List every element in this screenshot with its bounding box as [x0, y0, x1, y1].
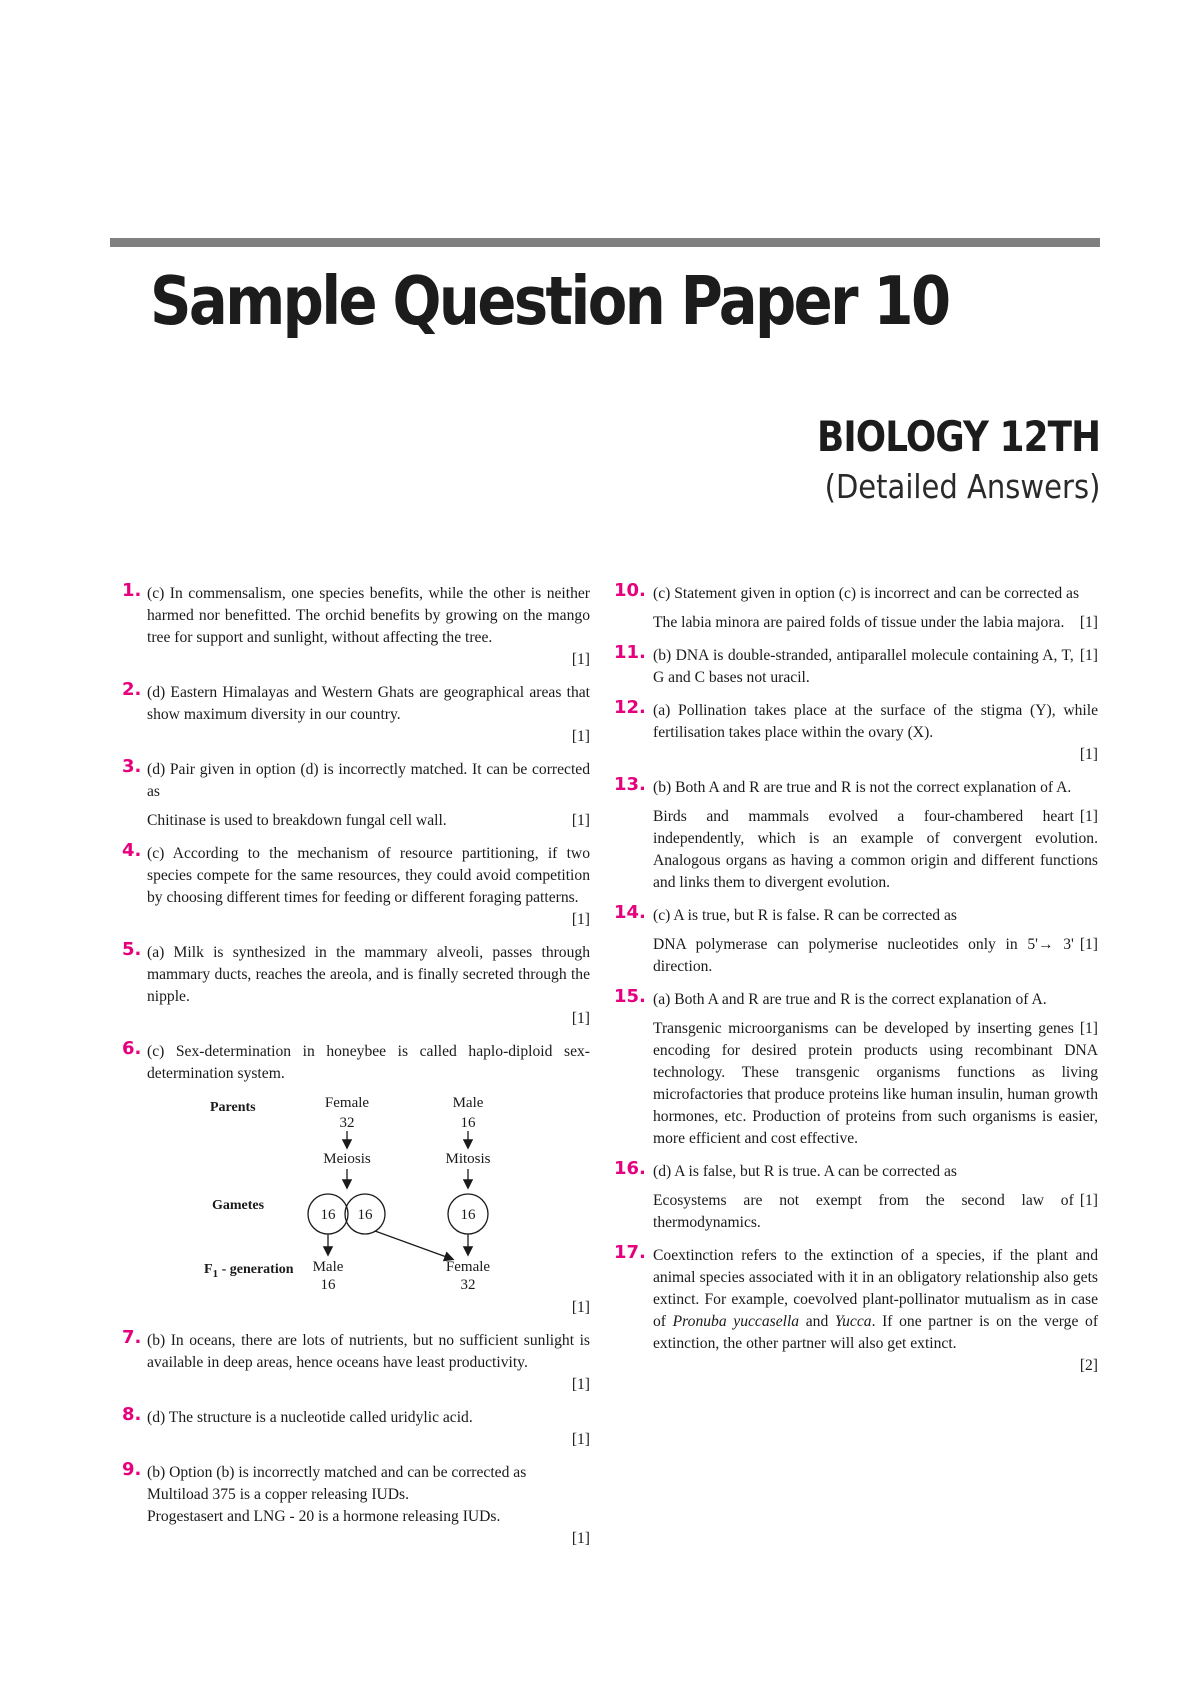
marks: [1] — [1079, 808, 1098, 825]
answer-correction: [1] Ecosystems are not exempt from the second law of thermodynamics. — [653, 1192, 1098, 1231]
marks: [1] — [1079, 614, 1098, 631]
marks: [1] — [571, 1376, 590, 1393]
species-name: Yucca — [834, 1313, 872, 1330]
answer-text: (a) Both A and R are true and R is the correct explanation of A. — [653, 991, 1047, 1008]
answer-14 — [614, 902, 1098, 978]
answer-correction: [1] The labia minora are paired folds of tissue under the labia majora. — [653, 612, 1098, 634]
parent-female-label: Female — [324, 1095, 370, 1111]
answer-explanation: [1] Transgenic microorganisms can be developed by inserting genes encoding for desired protein products using recombinant DNA technology. These transgenic organisms functions as living microfactories that produce proteins like human insulin, human growth hormones, etc. Production of proteins from such organisms is easier, more efficient and cost effective. — [653, 1020, 1098, 1147]
answer-16 — [614, 1158, 1098, 1234]
marks: [1] — [571, 1299, 590, 1316]
answer-text: (d) A is false, but R is true. A can be corrected as — [653, 1163, 957, 1180]
question-number: 3. — [122, 756, 142, 777]
question-number: 14. — [614, 902, 646, 923]
question-number: 17. — [614, 1242, 646, 1263]
answer-12 — [614, 697, 1098, 766]
answer-correction: [1] DNA polymerase can polymerise nucleotides only in 5'→ 3' direction. — [653, 936, 1098, 975]
answer-text: (c) A is true, but R is false. R can be corrected as — [653, 907, 957, 924]
question-number: 7. — [122, 1327, 142, 1348]
f1-female-label: Female — [445, 1259, 491, 1275]
answer-6 — [122, 1038, 590, 1319]
answer-2 — [122, 679, 590, 748]
f1-generation-label: $F_1$ - generation — [204, 1262, 294, 1280]
answer-1 — [122, 580, 590, 671]
right-column — [614, 580, 1099, 1388]
answer-5 — [122, 939, 590, 1030]
marks: [1] — [571, 812, 590, 829]
question-number: 2. — [122, 679, 142, 700]
question-number: 16. — [614, 1158, 646, 1179]
marks: [1] — [571, 651, 590, 668]
answer-11 — [614, 642, 1098, 689]
gametes-label: Gametes — [212, 1198, 265, 1213]
marks: [1] — [571, 728, 590, 745]
answer-9 — [122, 1459, 590, 1550]
gamete-value: 16 — [460, 1207, 476, 1223]
marks: [1] — [1079, 647, 1098, 664]
answer-text: (b) Option (b) is incorrectly matched and can be corrected as — [147, 1464, 527, 1481]
paper-title: Sample Question Paper 10 — [150, 262, 949, 340]
parent-male-count: 16 — [460, 1115, 476, 1131]
marks: [1] — [1079, 936, 1098, 953]
question-number: 6. — [122, 1038, 142, 1059]
question-number: 9. — [122, 1459, 142, 1480]
question-number: 4. — [122, 840, 142, 861]
mitosis-label: Mitosis — [445, 1151, 491, 1167]
answer-10 — [614, 580, 1098, 634]
answer-text: (b) Both A and R are true and R is not the correct explanation of A. — [653, 779, 1072, 796]
answer-text: (c) In commensalism, one species benefits, while the other is neither harmed nor benefitted. The orchid benefits by growing on the mango tree for support and sunlight, without affecting the tree. — [147, 585, 590, 646]
question-number: 11. — [614, 642, 646, 663]
answer-17 — [614, 1242, 1099, 1377]
marks: [1] — [571, 911, 590, 928]
answer-13 — [614, 774, 1098, 894]
subject-heading: BIOLOGY 12TH — [816, 412, 1100, 461]
answer-text: (d) Pair given in option (d) is incorrectly matched. It can be corrected as — [147, 761, 590, 800]
answer-line: Progestasert and LNG - 20 is a hormone releasing IUDs. — [147, 1508, 501, 1525]
parent-male-label: Male — [452, 1095, 484, 1111]
marks: [1] — [1079, 746, 1098, 763]
answer-text: (a) Milk is synthesized in the mammary alveoli, passes through mammary ducts, reaches the areola, and is finally secreted through the nipple. — [147, 944, 590, 1005]
gamete-value: 16 — [320, 1207, 336, 1223]
marks: [1] — [571, 1431, 590, 1448]
answer-text: (b) In oceans, there are lots of nutrients, but no sufficient sunlight is available in deep areas, hence oceans have least productivity. — [147, 1332, 590, 1371]
f1-male-label: Male — [312, 1259, 344, 1275]
answer-text: [1] (b) DNA is double-stranded, antiparallel molecule containing A, T, G and C bases not uracil. — [653, 647, 1098, 686]
arrow — [375, 1231, 452, 1259]
answer-correction: [1] Chitinase is used to breakdown fungal cell wall. — [147, 810, 590, 832]
f1-female-count: 32 — [460, 1277, 476, 1293]
marks: [1] — [571, 1530, 590, 1547]
question-number: 12. — [614, 697, 646, 718]
answer-explanation: [1] Birds and mammals evolved a four-chambered heart independently, which is an example of convergent evolution. Analogous organs as having a common origin and different functions and links them to divergent evolution. — [653, 808, 1098, 891]
answer-text: (c) According to the mechanism of resource partitioning, if two species compete for the same resources, they could avoid competition by choosing different times for feeding or different foraging patterns. — [147, 845, 590, 906]
answer-text: (c) Statement given in option (c) is incorrect and can be corrected as — [653, 585, 1080, 602]
question-number: 8. — [122, 1404, 142, 1425]
answer-text: Coextinction refers to the extinction of a species, if the plant and animal species associated with it in an obligatory relationship also gets extinct. For example, coevolved plant-pollinator mutualism as in case of Pronuba yuccasella and Yucca. If one partner is on the verge of extinction, the other partner will also get extinct. — [653, 1247, 1099, 1352]
answer-7 — [122, 1327, 590, 1396]
parent-female-count: 32 — [339, 1115, 355, 1131]
gamete-value: 16 — [357, 1207, 373, 1223]
question-number: 1. — [122, 580, 142, 601]
marks: [1] — [571, 1010, 590, 1027]
answer-line: Multiload 375 is a copper releasing IUDs. — [147, 1486, 410, 1503]
answer-4 — [122, 840, 590, 931]
answer-text: (d) The structure is a nucleotide called uridylic acid. — [147, 1409, 473, 1426]
marks: [2] — [1079, 1357, 1098, 1374]
answer-3 — [122, 756, 590, 832]
answer-15 — [614, 986, 1098, 1150]
answer-text: (d) Eastern Himalayas and Western Ghats are geographical areas that show maximum diversity in our country. — [147, 684, 590, 723]
question-number: 10. — [614, 580, 646, 601]
subtitle: (Detailed Answers) — [824, 467, 1100, 506]
left-column — [122, 580, 590, 1561]
parents-label: Parents — [210, 1100, 256, 1115]
marks: [1] — [1079, 1192, 1098, 1209]
marks: [1] — [1079, 1020, 1098, 1037]
header-rule — [110, 238, 1100, 247]
sex-determination-diagram — [147, 1089, 587, 1297]
f1-male-count: 16 — [320, 1277, 336, 1293]
question-number: 13. — [614, 774, 646, 795]
answer-text: (a) Pollination takes place at the surface of the stigma (Y), while fertilisation takes place within the ovary (X). — [653, 702, 1098, 741]
question-number: 15. — [614, 986, 646, 1007]
species-name: Pronuba yuccasella — [672, 1313, 800, 1330]
meiosis-label: Meiosis — [323, 1151, 371, 1167]
question-number: 5. — [122, 939, 142, 960]
answer-text: (c) Sex-determination in honeybee is called haplo-diploid sex-determination system. — [147, 1043, 590, 1082]
answer-8 — [122, 1404, 590, 1451]
